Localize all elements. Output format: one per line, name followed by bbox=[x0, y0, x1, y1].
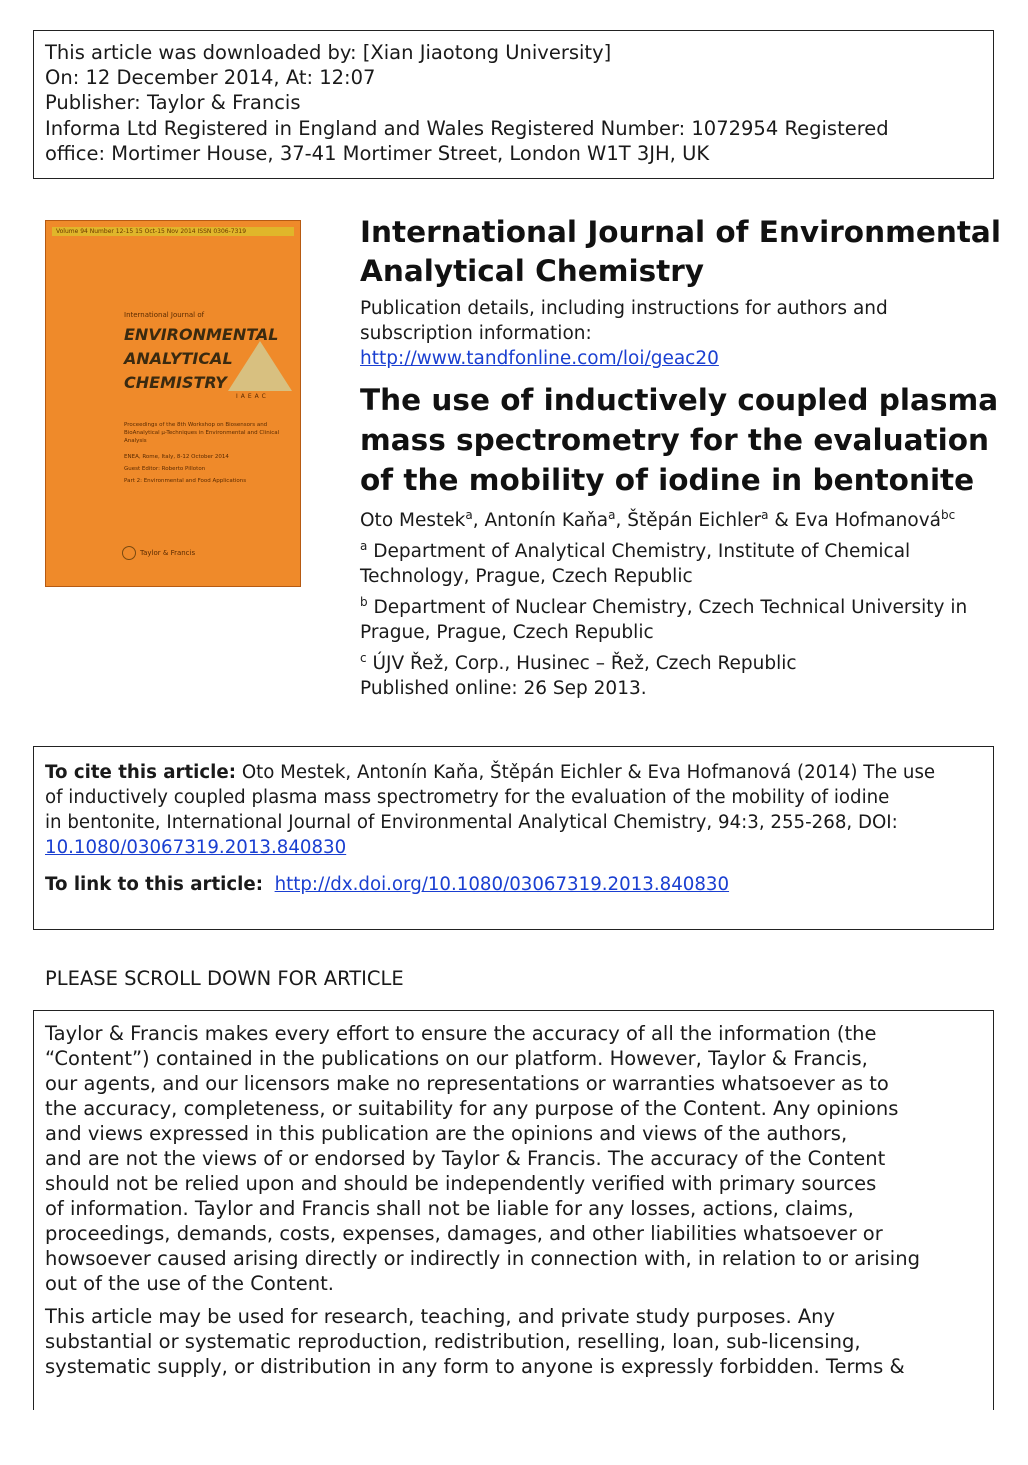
scroll-down-notice: PLEASE SCROLL DOWN FOR ARTICLE bbox=[45, 967, 404, 990]
cover-top-bar: Volume 94 Number 12-15 15 Oct-15 Nov 2014 ISSN 0306-7319 bbox=[52, 227, 294, 236]
journal-title: International Journal of Environmental Analytical Chemistry bbox=[360, 215, 1001, 288]
disclaimer-paragraph: Taylor & Francis makes every effort to ensure the accuracy of all the information (the “Content”) contained in the publications on our platform. However, Taylor & Francis, our agents, and our licensors make no representations or warranties whatsoever as to the accuracy, completeness, or suitability for any purpose of the Content. Any opinions and views expressed in this publication are the opinions and views of the authors, and are not the views of or endorsed by Taylor & Francis. The accuracy of the Content should not be relied upon and should be independently verified with primary sources of information. Taylor and Francis shall not be liable for any losses, actions, claims, proceedings, demands, costs, expenses, damages, and other liabilities whatsoever or howsoever caused arising directly or indirectly in connection with, in relation to or arising out of the use of the Content. bbox=[45, 1022, 920, 1295]
cover-blurb: Proceedings of the 8th Workshop on Biosensors and BioAnalytical µ-Techniques in Environmental and Clinical Analysis bbox=[124, 422, 280, 444]
cite-line: in bentonite, International Journal of Environmental Analytical Chemistry, 94:3, 255-268, DOI: bbox=[45, 812, 898, 833]
cover-blurb: Guest Editor: Roberto Pilloton bbox=[124, 466, 206, 472]
cover-blurb: Part 2: Environmental and Food Applications bbox=[124, 478, 247, 484]
cover-blurb: ENEA, Rome, Italy, 8-12 October 2014 bbox=[124, 454, 229, 460]
publisher-logo-icon bbox=[122, 546, 136, 560]
cover-title-line: ENVIRONMENTAL bbox=[124, 325, 279, 344]
article-header bbox=[360, 213, 1000, 701]
cover-title-line: CHEMISTRY bbox=[124, 373, 227, 392]
author-name: Antonín Kaňa bbox=[484, 510, 609, 531]
author-name: Oto Mestek bbox=[360, 510, 466, 531]
cover-ij-label: International Journal of bbox=[124, 311, 205, 319]
author-name: Štěpán Eichler bbox=[627, 510, 762, 531]
author-name: Eva Hofmanová bbox=[794, 510, 942, 531]
disclaimer-box bbox=[33, 1010, 994, 1410]
download-line: This article was downloaded by: [Xian Jiaotong University] bbox=[45, 41, 612, 64]
download-info-box bbox=[33, 30, 994, 179]
cite-line: of inductively coupled plasma mass spectrometry for the evaluation of the mobility of iodine bbox=[45, 787, 890, 808]
download-line: On: 12 December 2014, At: 12:07 bbox=[45, 66, 376, 90]
cover-logo-icon bbox=[228, 341, 292, 391]
article-link-row bbox=[45, 872, 982, 897]
disclaimer-paragraph: This article may be used for research, teaching, and private study purposes. Any substantial or systematic reproduction, redistribution, reselling, loan, sub-licensing, systematic supply, or distribution in any form to anyone is expressly forbidden. Terms & bbox=[45, 1305, 905, 1378]
cover-publisher: Taylor & Francis bbox=[140, 549, 196, 557]
article-url-link[interactable]: http://dx.doi.org/10.1080/03067319.2013.840830 bbox=[274, 874, 730, 895]
cover-logo-label: IAEAC bbox=[236, 393, 269, 400]
link-label: To link to this article: bbox=[45, 874, 264, 895]
affiliation: $^b$ Department of Nuclear Chemistry, Czech Technical University in Prague, Prague, Czech Republic bbox=[360, 594, 968, 643]
download-line: Publisher: Taylor & Francis bbox=[45, 91, 301, 115]
doi-link[interactable]: 10.1080/03067319.2013.840830 bbox=[45, 837, 347, 858]
cite-label: To cite this article: bbox=[45, 762, 237, 783]
affiliation: $^a$ Department of Analytical Chemistry, Institute of Chemical Technology, Prague, Czech Republic bbox=[360, 538, 911, 587]
download-line: office: Mortimer House, 37-41 Mortimer Street, London W1T 3JH, UK bbox=[45, 141, 710, 165]
journal-url-link[interactable]: http://www.tandfonline.com/loi/geac20 bbox=[360, 348, 719, 369]
article-title: The use of inductively coupled plasma mass spectrometry for the evaluation of the mobility of iodine in bentonite bbox=[360, 383, 999, 497]
published-online-date: Published online: 26 Sep 2013. bbox=[360, 678, 647, 699]
journal-cover-image bbox=[45, 220, 301, 587]
author-list: Oto Mestek$^a$, Antonín Kaňa$^a$, Štěpán Eichler$^a$ & Eva Hofmanová$^{bc}$ bbox=[360, 507, 956, 531]
download-line: Informa Ltd Registered in England and Wales Registered Number: 1072954 Registered bbox=[45, 116, 889, 140]
citation-box: To cite this article: Oto Mestek, Antonín Kaňa, Štěpán Eichler & Eva Hofmanová (2014) The use of inductively coupled plasma mass spectrometry for the evaluation of the mobility of iodine in bentonite, International Journal of Environmental Analytical Chemistry, 94:3, 255-268, DOI: 10.1080/03067319.2013.840830 To link to this article: http://dx.doi.org/10.1080/03067319.2013.840830 bbox=[33, 746, 994, 930]
cover-title-line: ANALYTICAL bbox=[124, 349, 233, 368]
publication-details: Publication details, including instructions for authors and subscription information: bbox=[360, 298, 888, 344]
affiliation: $^c$ ÚJV Řež, Corp., Husinec – Řež, Czech Republic bbox=[360, 650, 797, 674]
